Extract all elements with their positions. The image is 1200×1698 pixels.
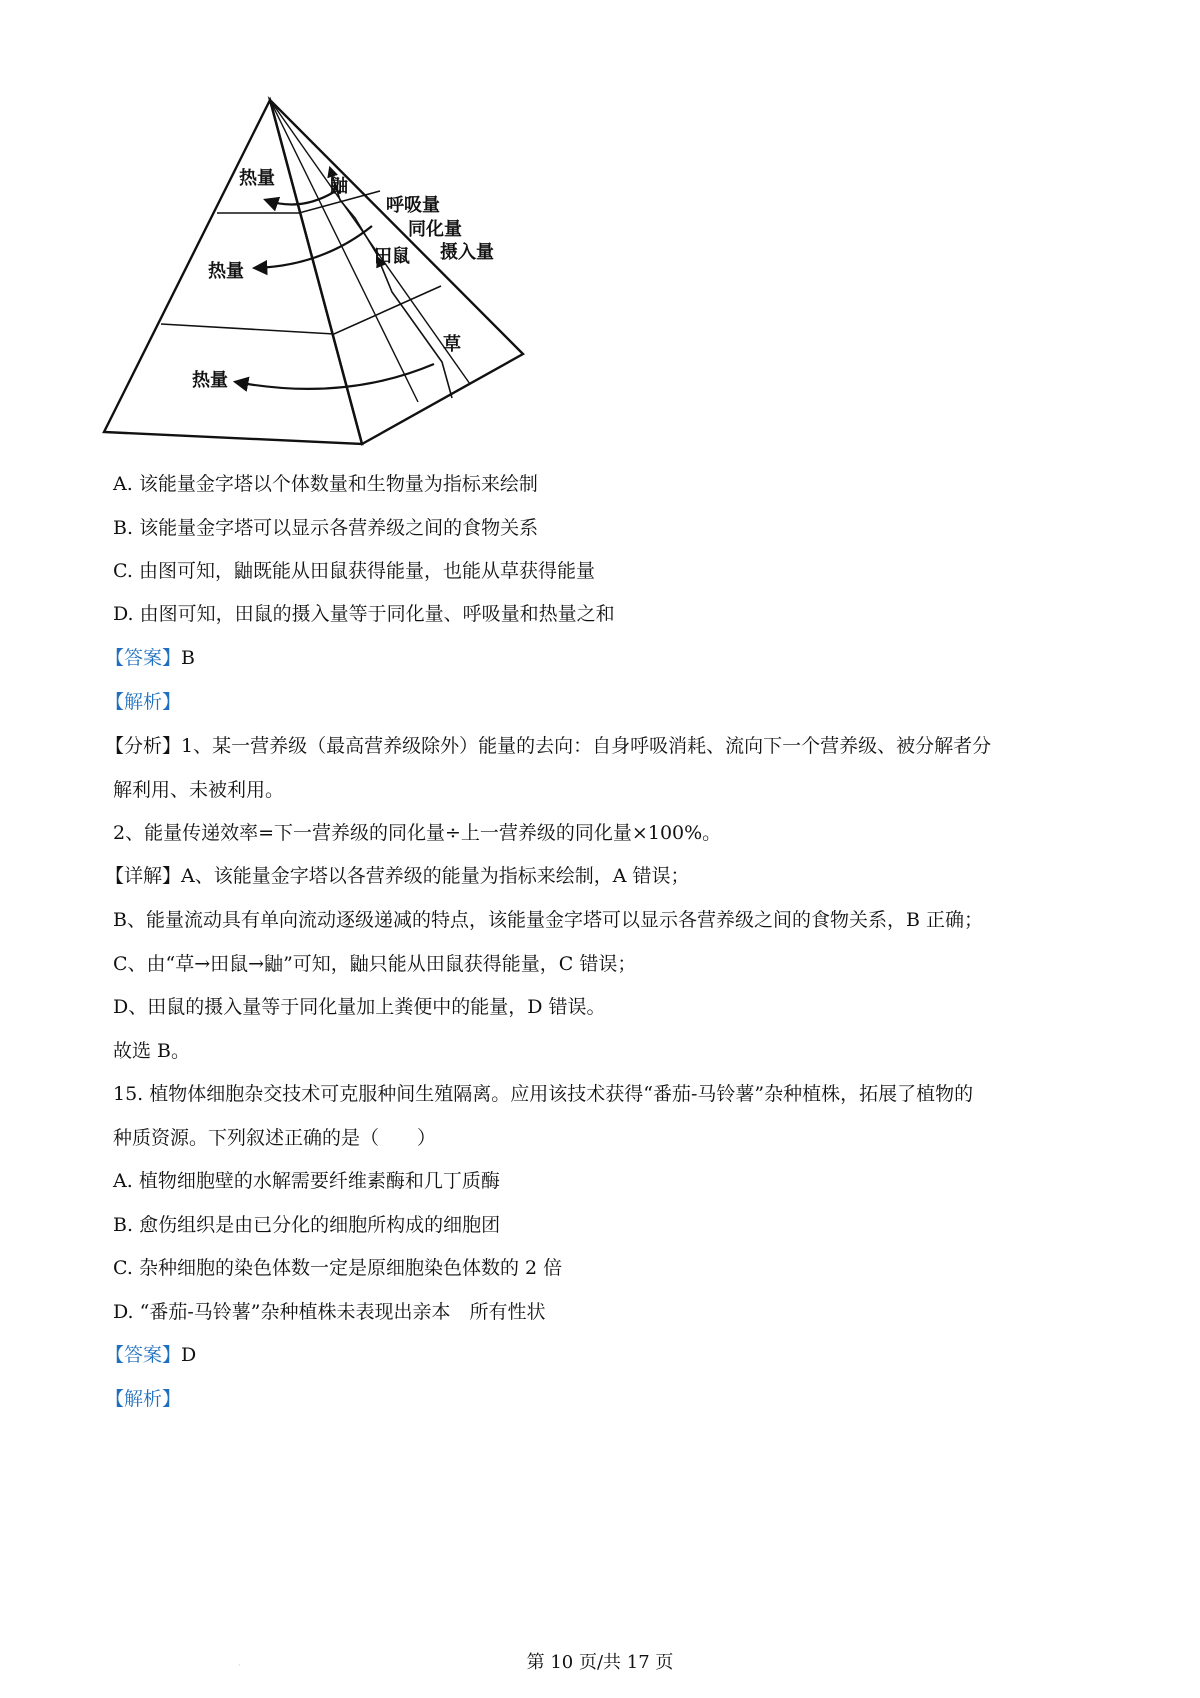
q14-conclusion bbox=[113, 1037, 190, 1065]
q14-option-b-text: 该能量金字塔可以显示各营养级之间的食物关系 bbox=[139, 517, 539, 539]
q14-answer-value: B bbox=[181, 647, 195, 669]
q15-option-a-text: 植物细胞壁的水解需要纤维素酶和几丁质酶 bbox=[138, 1170, 500, 1192]
q14-fenxi-tag: 【分析】 bbox=[105, 735, 182, 757]
q15-option-b-text: 愈伤组织是由已分化的细胞所构成的细胞团 bbox=[139, 1214, 501, 1236]
q14-option-a bbox=[113, 470, 538, 498]
q14-answer-tag: 【答案】 bbox=[105, 647, 182, 669]
q15-analysis-tag: 【解析】 bbox=[105, 1388, 182, 1410]
q14-fenxi-line-1 bbox=[105, 732, 991, 760]
label-heat-mid: 热量 bbox=[208, 261, 244, 282]
q15-option-a bbox=[113, 1167, 500, 1195]
q14-option-c bbox=[113, 557, 595, 585]
q14-option-d-letter: D. bbox=[113, 603, 134, 625]
q15-option-b-letter: B. bbox=[113, 1214, 134, 1236]
q14-analysis-heading bbox=[105, 688, 181, 716]
q14-xiangjie-d: D、田鼠的摄入量等于同化量加上粪便中的能量，D 错误。 bbox=[113, 996, 606, 1018]
energy-pyramid-diagram bbox=[100, 88, 600, 508]
q15-answer bbox=[105, 1341, 196, 1369]
q15-stem-b: 种质资源。下列叙述正确的是（ ） bbox=[113, 1127, 437, 1149]
q15-analysis-heading bbox=[105, 1385, 181, 1413]
energy-up-arrow-grass-to-vole bbox=[378, 258, 452, 398]
level-divider-bottom bbox=[161, 286, 441, 334]
q14-fenxi-1a: 1、某一营养级（最高营养级除外）能量的去向：自身呼吸消耗、流向下一个营养级、被分解者分 bbox=[181, 735, 992, 757]
q14-xiangjie-line-a bbox=[105, 862, 690, 890]
q15-answer-tag: 【答案】 bbox=[105, 1344, 182, 1366]
q15-option-d-text: “番茄-马铃薯”杂种植株未表现出亲本 所有性状 bbox=[139, 1301, 546, 1323]
q14-option-b bbox=[113, 514, 538, 542]
q15-stem-a: 15. 植物体细胞杂交技术可克服种间生殖隔离。应用该技术获得“番茄-马铃薯”杂种植株，拓展了植物的 bbox=[113, 1083, 974, 1105]
q14-xiangjie-a: A、该能量金字塔以各营养级的能量为指标来绘制，A 错误； bbox=[181, 865, 690, 887]
label-weasel: 鼬 bbox=[330, 176, 348, 197]
q14-option-c-letter: C. bbox=[113, 560, 133, 582]
q14-xiangjie-b: B、能量流动具有单向流动逐级递减的特点，该能量金字塔可以显示各营养级之间的食物关系，B 正确； bbox=[113, 909, 983, 931]
q14-xiangjie-line-d bbox=[113, 993, 606, 1021]
q15-stem-line-1 bbox=[113, 1080, 973, 1108]
q14-fenxi-2: 2、能量传递效率=下一营养级的同化量÷上一营养级的同化量×100%。 bbox=[113, 822, 722, 844]
label-respiration: 呼吸量 bbox=[386, 195, 440, 216]
pyramid-side-face bbox=[270, 100, 523, 444]
q14-xiangjie-tag: 【详解】 bbox=[105, 865, 182, 887]
q15-option-c-letter: C. bbox=[113, 1257, 133, 1279]
label-vole: 田鼠 bbox=[374, 246, 410, 267]
label-intake: 摄入量 bbox=[440, 242, 494, 263]
q14-xiangjie-c: C、由“草→田鼠→鼬”可知，鼬只能从田鼠获得能量，C 错误； bbox=[113, 953, 637, 975]
label-heat-top: 热量 bbox=[239, 168, 275, 189]
heat-arrow-bottom bbox=[236, 364, 434, 389]
q14-fenxi-line-2 bbox=[113, 776, 284, 804]
q14-option-d bbox=[113, 600, 615, 628]
q14-fenxi-line-3 bbox=[113, 819, 721, 847]
q15-option-b bbox=[113, 1211, 500, 1239]
label-assimilation: 同化量 bbox=[408, 219, 462, 240]
q15-option-c-text: 杂种细胞的染色体数一定是原细胞染色体数的 2 倍 bbox=[138, 1257, 563, 1279]
q14-option-a-text: 该能量金字塔以个体数量和生物量为指标来绘制 bbox=[138, 473, 538, 495]
q14-xiangjie-line-b bbox=[113, 906, 983, 934]
label-heat-bottom: 热量 bbox=[192, 370, 228, 391]
q14-option-c-text: 由图可知，鼬既能从田鼠获得能量，也能从草获得能量 bbox=[138, 560, 595, 582]
q14-option-b-letter: B. bbox=[113, 517, 134, 539]
q14-analysis-tag: 【解析】 bbox=[105, 691, 182, 713]
q15-option-a-letter: A. bbox=[113, 1170, 133, 1192]
page-number: 第 10 页/共 17 页 bbox=[526, 1652, 674, 1673]
q15-option-d bbox=[113, 1298, 546, 1326]
q15-stem-line-2 bbox=[113, 1124, 436, 1152]
q14-option-a-letter: A. bbox=[113, 473, 133, 495]
page-footer bbox=[0, 1651, 1200, 1675]
q15-option-d-letter: D. bbox=[113, 1301, 134, 1323]
q14-answer bbox=[105, 644, 195, 672]
label-grass: 草 bbox=[443, 334, 461, 355]
q14-option-d-text: 由图可知，田鼠的摄入量等于同化量、呼吸量和热量之和 bbox=[139, 603, 615, 625]
q15-option-c bbox=[113, 1254, 562, 1282]
q15-answer-value: D bbox=[181, 1344, 197, 1366]
q14-fenxi-1b: 解利用、未被利用。 bbox=[113, 779, 285, 801]
scan-speck: · bbox=[238, 1661, 241, 1670]
heat-arrow-top bbox=[266, 192, 334, 205]
q14-xiangjie-line-c bbox=[113, 950, 636, 978]
q14-conclusion-text: 故选 B。 bbox=[113, 1040, 191, 1062]
